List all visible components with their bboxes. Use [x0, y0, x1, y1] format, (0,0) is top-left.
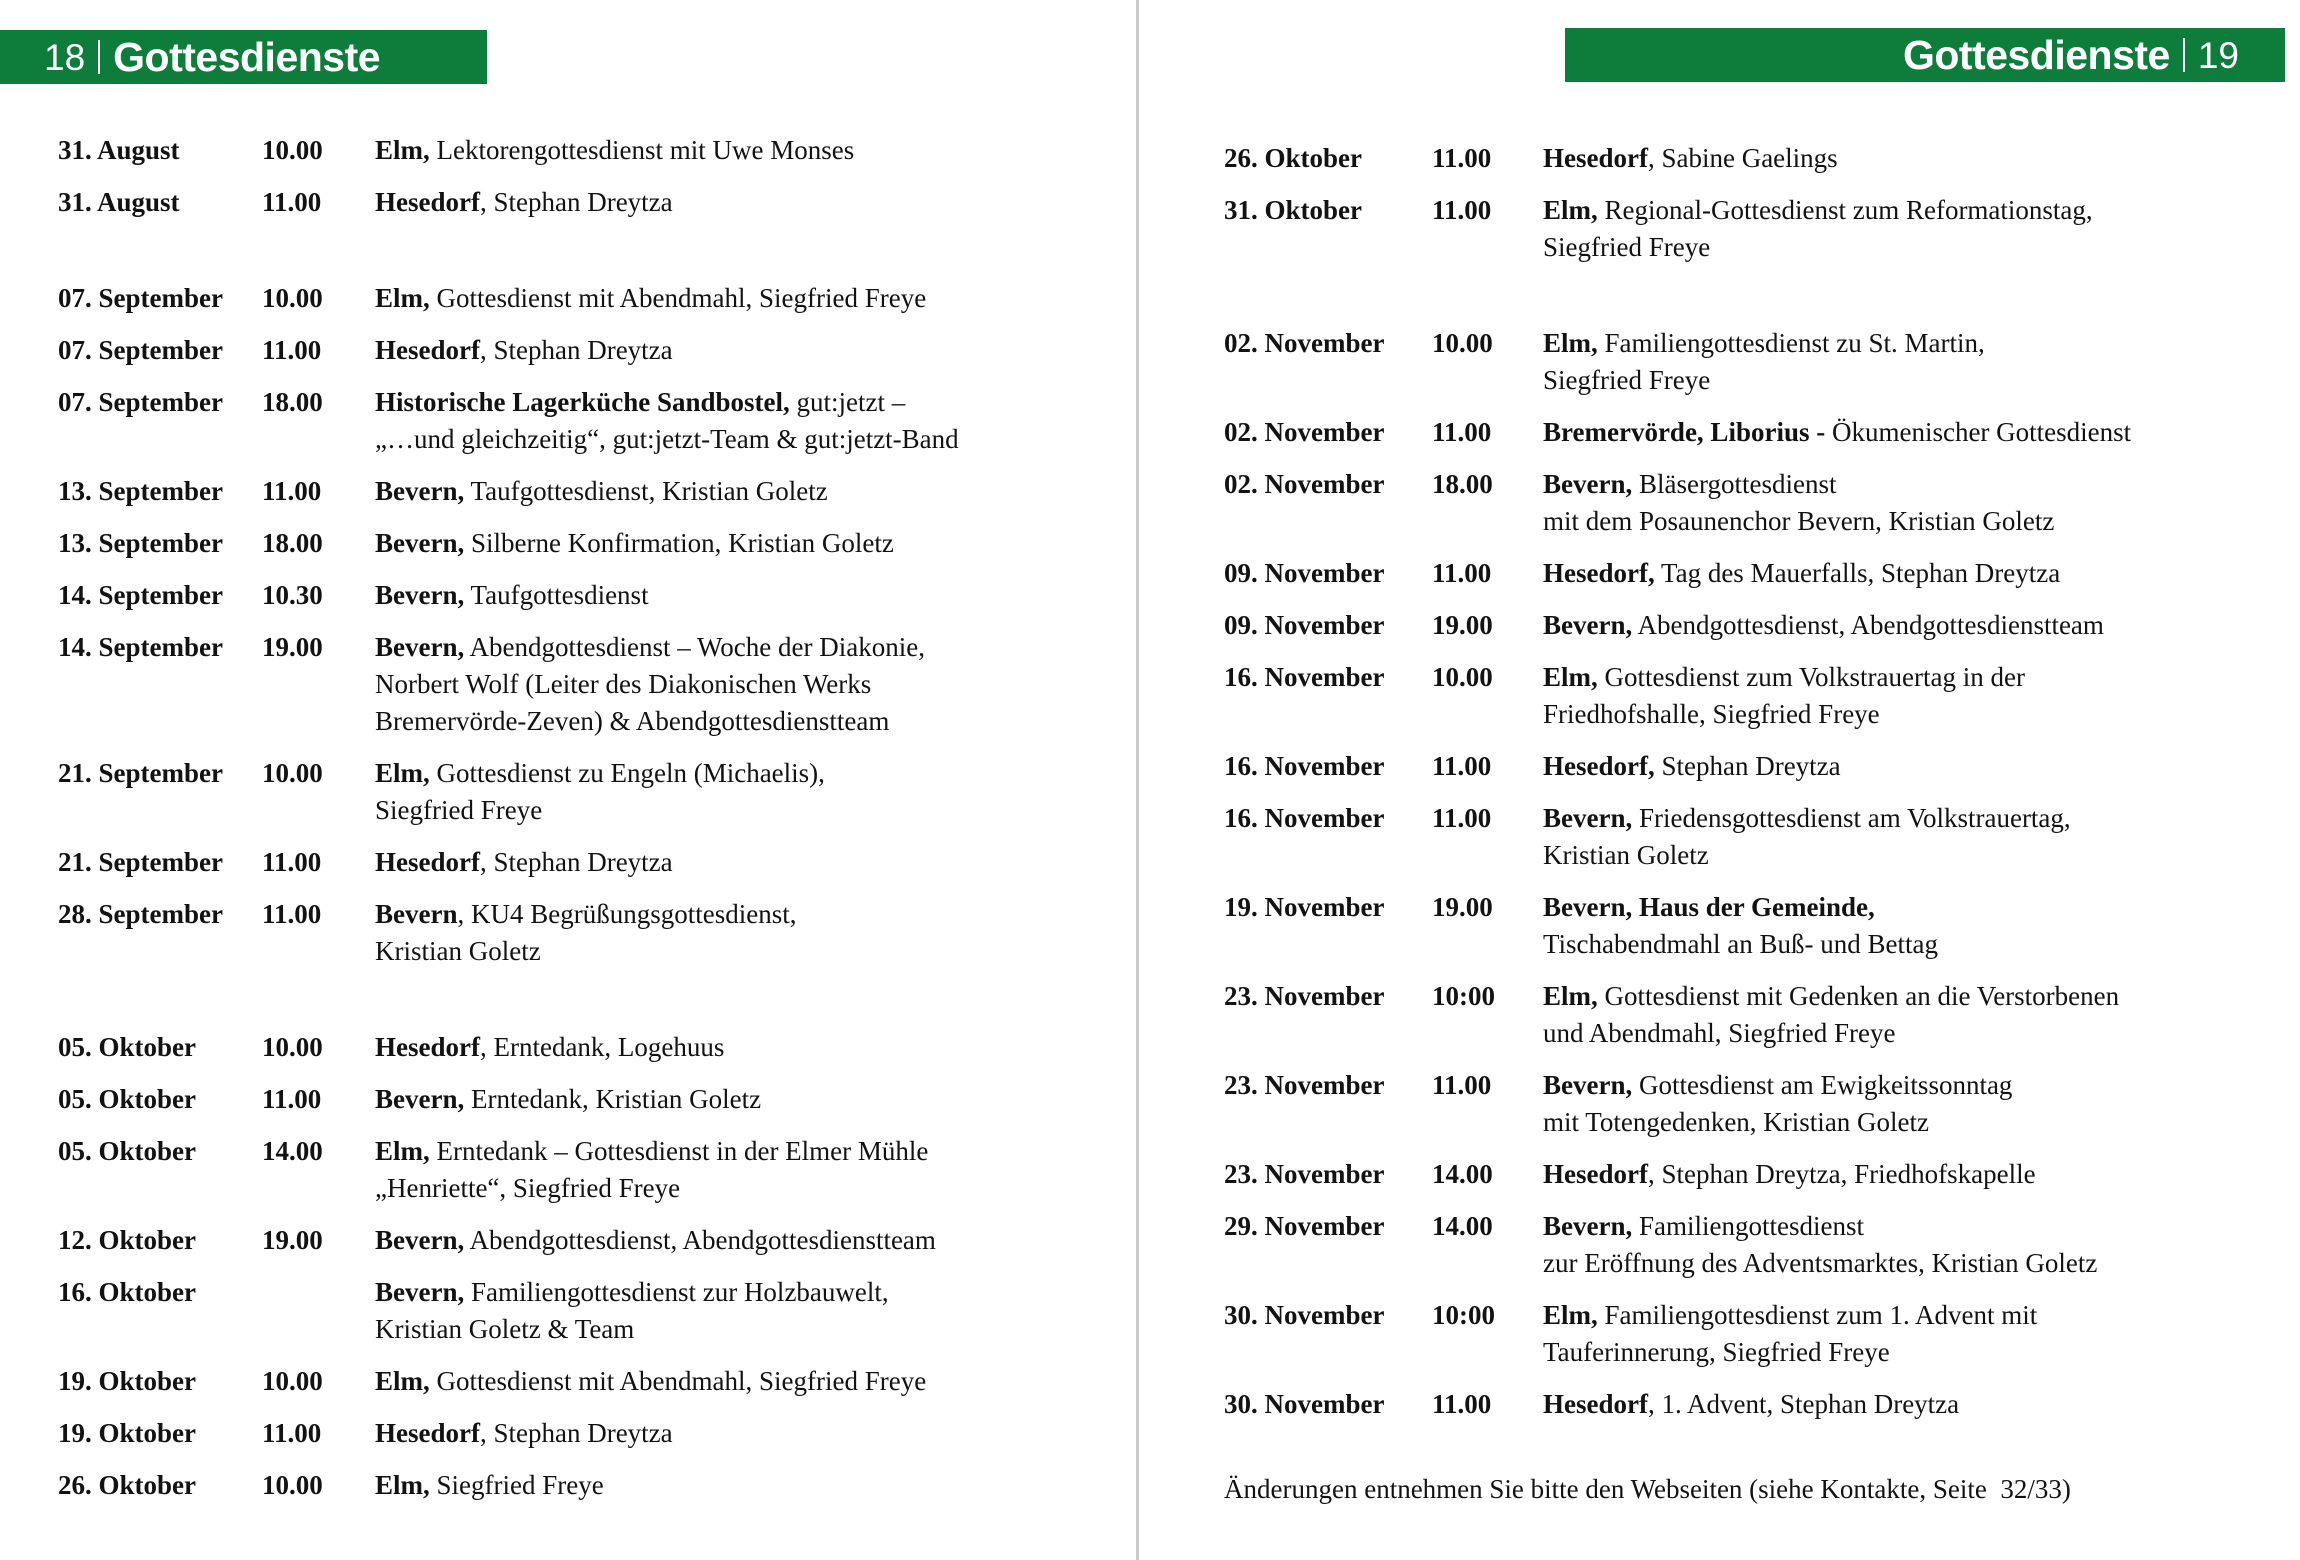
page-divider: [1136, 0, 1139, 1560]
service-row: [1224, 1297, 2286, 1371]
service-description: [375, 525, 1106, 562]
service-time: 18.00: [1432, 469, 1493, 499]
service-description-line: Elm, Gottesdienst mit Abendmahl, Siegfried Freye: [375, 283, 927, 313]
service-description-line: Hesedorf, Stephan Dreytza: [375, 847, 673, 877]
service-time: 11.00: [1432, 1389, 1492, 1419]
service-description: [375, 844, 1106, 881]
service-description: [1543, 1067, 2286, 1141]
service-description-line: und Abendmahl, Siegfried Freye: [1543, 1018, 1896, 1048]
service-time: 11.00: [1432, 195, 1492, 225]
changes-note: Änderungen entnehmen Sie bitte den Webseiten (siehe Kontakte, Seite 32/33): [1224, 1474, 2071, 1504]
service-date: 16. November: [1224, 803, 1385, 833]
service-description: [1543, 1297, 2286, 1371]
service-row: [58, 1467, 1106, 1504]
service-description-line: Bevern, Silberne Konfirmation, Kristian Goletz: [375, 528, 894, 558]
service-time: 14.00: [262, 1136, 323, 1166]
service-description: [375, 577, 1106, 614]
service-time: 11.00: [262, 1418, 322, 1448]
service-date: 07. September: [58, 283, 223, 313]
service-description-line: Kristian Goletz: [1543, 840, 1709, 870]
service-description: [375, 1415, 1106, 1452]
service-time: 11.00: [262, 476, 322, 506]
service-date: 05. Oktober: [58, 1084, 196, 1114]
service-date: 16. November: [1224, 751, 1385, 781]
service-description-line: Bevern, Abendgottesdienst, Abendgottesdienstteam: [375, 1225, 936, 1255]
service-description-line: Bremervörde, Liborius - Ökumenischer Gottesdienst: [1543, 417, 2132, 447]
service-time: 11.00: [1432, 751, 1492, 781]
service-date: 19. Oktober: [58, 1366, 196, 1396]
left-page-header-bar: [0, 30, 487, 84]
service-time: 10.00: [1432, 662, 1493, 692]
service-description-line: Elm, Erntedank – Gottesdienst in der Elmer Mühle: [375, 1136, 929, 1166]
service-date: 05. Oktober: [58, 1032, 196, 1062]
service-row: [1224, 1208, 2286, 1282]
service-row: [1224, 978, 2286, 1052]
service-row: [1224, 325, 2286, 399]
service-date: 21. September: [58, 847, 223, 877]
service-date: 29. November: [1224, 1211, 1385, 1241]
service-description: [1543, 1156, 2286, 1193]
service-description-line: Bevern, Taufgottesdienst: [375, 580, 649, 610]
service-description-line: Siegfried Freye: [1543, 365, 1711, 395]
service-description-line: Elm, Gottesdienst mit Gedenken an die Verstorbenen: [1543, 981, 2120, 1011]
service-row: [58, 280, 1106, 317]
service-row: [1224, 1386, 2286, 1423]
service-date: 19. Oktober: [58, 1418, 196, 1448]
service-description-line: Siegfried Freye: [1543, 232, 1711, 262]
service-row: [58, 1363, 1106, 1400]
service-time: [262, 1274, 375, 1348]
service-description: [1543, 607, 2286, 644]
service-description: [375, 755, 1106, 829]
service-date: 07. September: [58, 387, 223, 417]
service-time: 10.00: [262, 1032, 323, 1062]
service-row: [58, 577, 1106, 614]
service-time: 19.00: [262, 1225, 323, 1255]
service-date: 09. November: [1224, 558, 1385, 588]
service-date: 14. September: [58, 632, 223, 662]
section-gap: [58, 236, 1106, 280]
service-description: [375, 896, 1106, 970]
service-description: [375, 1081, 1106, 1118]
service-time: 11.00: [1432, 558, 1492, 588]
service-row: [1224, 748, 2286, 785]
left-page-rows: [58, 132, 1106, 1504]
service-description-line: Historische Lagerküche Sandbostel, gut:jetzt –: [375, 387, 906, 417]
service-row: [1224, 800, 2286, 874]
service-description-line: Hesedorf, Stephan Dreytza: [375, 335, 673, 365]
service-date: 23. November: [1224, 1070, 1385, 1100]
service-row: [1224, 889, 2286, 963]
service-description-line: Bevern, Abendgottesdienst – Woche der Diakonie,: [375, 632, 925, 662]
service-row: [58, 525, 1106, 562]
service-row: [58, 1274, 1106, 1348]
service-row: [58, 755, 1106, 829]
service-description: [375, 384, 1106, 458]
service-description-line: Bevern, Familiengottesdienst: [1543, 1211, 1864, 1241]
service-description-line: Hesedorf, Stephan Dreytza, Friedhofskapelle: [1543, 1159, 2036, 1189]
service-time: 14.00: [1432, 1159, 1493, 1189]
service-description: [375, 473, 1106, 510]
service-description-line: Elm, Gottesdienst zu Engeln (Michaelis),: [375, 758, 825, 788]
service-description: [375, 1467, 1106, 1504]
service-time: 10:00: [1432, 981, 1495, 1011]
service-description-line: Elm, Gottesdienst mit Abendmahl, Siegfried Freye: [375, 1366, 927, 1396]
service-description: [375, 280, 1106, 317]
service-row: [58, 384, 1106, 458]
service-date: 13. September: [58, 476, 223, 506]
service-date: 14. September: [58, 580, 223, 610]
service-date: 02. November: [1224, 417, 1385, 447]
service-date: 26. Oktober: [1224, 143, 1362, 173]
header-separator-line: [98, 40, 100, 74]
service-row: [1224, 659, 2286, 733]
service-description-line: Hesedorf, Erntedank, Logehuus: [375, 1032, 725, 1062]
service-description: [375, 629, 1106, 740]
service-description-line: Kristian Goletz & Team: [375, 1314, 635, 1344]
service-time: 18.00: [262, 528, 323, 558]
service-description-line: Elm, Familiengottesdienst zum 1. Advent mit: [1543, 1300, 2038, 1330]
service-description-line: Bevern, Gottesdienst am Ewigkeitssonntag: [1543, 1070, 2013, 1100]
service-description: [375, 1029, 1106, 1066]
service-date: 05. Oktober: [58, 1136, 196, 1166]
service-date: 02. November: [1224, 469, 1385, 499]
service-description-line: Elm, Siegfried Freye: [375, 1470, 604, 1500]
service-row: [1224, 414, 2286, 451]
service-row: [58, 629, 1106, 740]
service-description-line: Tauferinnerung, Siegfried Freye: [1543, 1337, 1890, 1367]
service-date: 31. August: [58, 187, 180, 217]
service-row: [1224, 192, 2286, 266]
service-time: 11.00: [262, 899, 322, 929]
service-time: 11.00: [1432, 1070, 1492, 1100]
service-time: 19.00: [1432, 892, 1493, 922]
service-date: 12. Oktober: [58, 1225, 196, 1255]
service-description-line: Elm, Regional-Gottesdienst zum Reformationstag,: [1543, 195, 2093, 225]
service-row: [58, 132, 1106, 169]
service-date: 28. September: [58, 899, 223, 929]
service-description-line: Elm, Gottesdienst zum Volkstrauertag in der: [1543, 662, 2025, 692]
service-time: 10.00: [262, 135, 323, 165]
service-date: 30. November: [1224, 1300, 1385, 1330]
service-description: [375, 1363, 1106, 1400]
service-row: [1224, 607, 2286, 644]
service-date: 09. November: [1224, 610, 1385, 640]
section-gap: [1224, 281, 2286, 325]
service-description-line: Hesedorf, Stephan Dreytza: [1543, 751, 1841, 781]
left-page-service-list: [58, 132, 1106, 1519]
service-description: [1543, 889, 2286, 963]
service-row: [58, 1029, 1106, 1066]
service-description: [1543, 140, 2286, 177]
service-description-line: Bevern, Haus der Gemeinde,: [1543, 892, 1875, 922]
right-page-service-list: [1224, 140, 2286, 1508]
service-row: [58, 1133, 1106, 1207]
right-page-rows: [1224, 140, 2286, 1423]
service-time: 11.00: [262, 187, 322, 217]
service-description: [375, 1222, 1106, 1259]
service-description-line: Bremervörde-Zeven) & Abendgottesdienstteam: [375, 706, 890, 736]
service-date: 16. Oktober: [58, 1277, 196, 1307]
service-description: [375, 1274, 1106, 1348]
service-description-line: Bevern, Taufgottesdienst, Kristian Goletz: [375, 476, 828, 506]
service-time: 11.00: [262, 1084, 322, 1114]
service-description: [375, 132, 1106, 169]
service-row: [58, 184, 1106, 221]
service-description-line: Hesedorf, Stephan Dreytza: [375, 1418, 673, 1448]
service-description: [375, 1133, 1106, 1207]
service-time: 10:00: [1432, 1300, 1495, 1330]
service-description: [1543, 748, 2286, 785]
service-time: 10.00: [1432, 328, 1493, 358]
service-description-line: Bevern, Friedensgottesdienst am Volkstrauertag,: [1543, 803, 2071, 833]
service-row: [1224, 1067, 2286, 1141]
service-row: [58, 1081, 1106, 1118]
service-description-line: Bevern, Familiengottesdienst zur Holzbauwelt,: [375, 1277, 889, 1307]
service-date: 02. November: [1224, 328, 1385, 358]
service-description: [1543, 555, 2286, 592]
service-date: 16. November: [1224, 662, 1385, 692]
service-description: [1543, 325, 2286, 399]
service-description: [1543, 1208, 2286, 1282]
service-row: [58, 1415, 1106, 1452]
service-row: [58, 332, 1106, 369]
service-time: 10.00: [262, 283, 323, 313]
service-description-line: zur Eröffnung des Adventsmarktes, Kristian Goletz: [1543, 1248, 2098, 1278]
section-gap: [58, 985, 1106, 1029]
service-description-line: Tischabendmahl an Buß- und Bettag: [1543, 929, 1938, 959]
service-description: [1543, 414, 2286, 451]
header-separator-line: [2183, 38, 2185, 72]
service-row: [1224, 555, 2286, 592]
service-row: [58, 844, 1106, 881]
service-row: [58, 896, 1106, 970]
service-date: 07. September: [58, 335, 223, 365]
service-row: [58, 1222, 1106, 1259]
service-date: 31. Oktober: [1224, 195, 1362, 225]
service-description: [375, 184, 1106, 221]
service-row: [1224, 466, 2286, 540]
service-date: 30. November: [1224, 1389, 1385, 1419]
service-description-line: mit dem Posaunenchor Bevern, Kristian Goletz: [1543, 506, 2055, 536]
service-description-line: Friedhofshalle, Siegfried Freye: [1543, 699, 1880, 729]
service-description-line: Norbert Wolf (Leiter des Diakonischen Werks: [375, 669, 872, 699]
service-date: 23. November: [1224, 1159, 1385, 1189]
service-time: 11.00: [262, 335, 322, 365]
service-description: [1543, 978, 2286, 1052]
service-description-line: Hesedorf, Stephan Dreytza: [375, 187, 673, 217]
service-time: 18.00: [262, 387, 323, 417]
left-page-number: 18: [44, 36, 86, 78]
service-description-line: Hesedorf, Tag des Mauerfalls, Stephan Dreytza: [1543, 558, 2061, 588]
service-description-line: „…und gleichzeitig“, gut:jetzt-Team & gut:jetzt-Band: [375, 424, 959, 454]
service-row: [1224, 1156, 2286, 1193]
service-date: 31. August: [58, 135, 180, 165]
service-time: 10.00: [262, 758, 323, 788]
service-description-line: Hesedorf, 1. Advent, Stephan Dreytza: [1543, 1389, 1960, 1419]
service-date: 13. September: [58, 528, 223, 558]
right-page-number: 19: [2197, 34, 2239, 76]
service-description-line: Kristian Goletz: [375, 936, 541, 966]
service-row: [1224, 140, 2286, 177]
service-time: 19.00: [262, 632, 323, 662]
service-time: 10.00: [262, 1470, 323, 1500]
service-description: [375, 332, 1106, 369]
service-description-line: Bevern, Abendgottesdienst, Abendgottesdienstteam: [1543, 610, 2104, 640]
service-date: 23. November: [1224, 981, 1385, 1011]
service-date: 19. November: [1224, 892, 1385, 922]
service-row: [58, 473, 1106, 510]
right-page-title: Gottesdienste: [1902, 31, 2170, 78]
service-description-line: Elm, Familiengottesdienst zu St. Martin,: [1543, 328, 1985, 358]
service-time: 11.00: [1432, 803, 1492, 833]
service-description-line: „Henriette“, Siegfried Freye: [375, 1173, 681, 1203]
service-description: [1543, 659, 2286, 733]
service-date: 26. Oktober: [58, 1470, 196, 1500]
service-time: 11.00: [1432, 417, 1492, 447]
service-description: [1543, 800, 2286, 874]
service-time: 19.00: [1432, 610, 1493, 640]
service-description-line: Hesedorf, Sabine Gaelings: [1543, 143, 1838, 173]
service-time: 14.00: [1432, 1211, 1493, 1241]
service-description-line: Bevern, Erntedank, Kristian Goletz: [375, 1084, 762, 1114]
service-description: [1543, 466, 2286, 540]
service-description-line: Bevern, Bläsergottesdienst: [1543, 469, 1837, 499]
service-time: 10.00: [262, 1366, 323, 1396]
service-description-line: Elm, Lektorengottesdienst mit Uwe Monses: [375, 135, 855, 165]
service-time: 10.30: [262, 580, 323, 610]
service-description-line: Siegfried Freye: [375, 795, 543, 825]
service-description-line: mit Totengedenken, Kristian Goletz: [1543, 1107, 1930, 1137]
service-time: 11.00: [1432, 143, 1492, 173]
service-time: 11.00: [262, 847, 322, 877]
service-description: [1543, 1386, 2286, 1423]
service-date: 21. September: [58, 758, 223, 788]
service-description: [1543, 192, 2286, 266]
right-page-header-bar: [1565, 28, 2285, 82]
left-page-title: Gottesdienste: [113, 33, 381, 80]
service-description-line: Bevern, KU4 Begrüßungsgottesdienst,: [375, 899, 797, 929]
